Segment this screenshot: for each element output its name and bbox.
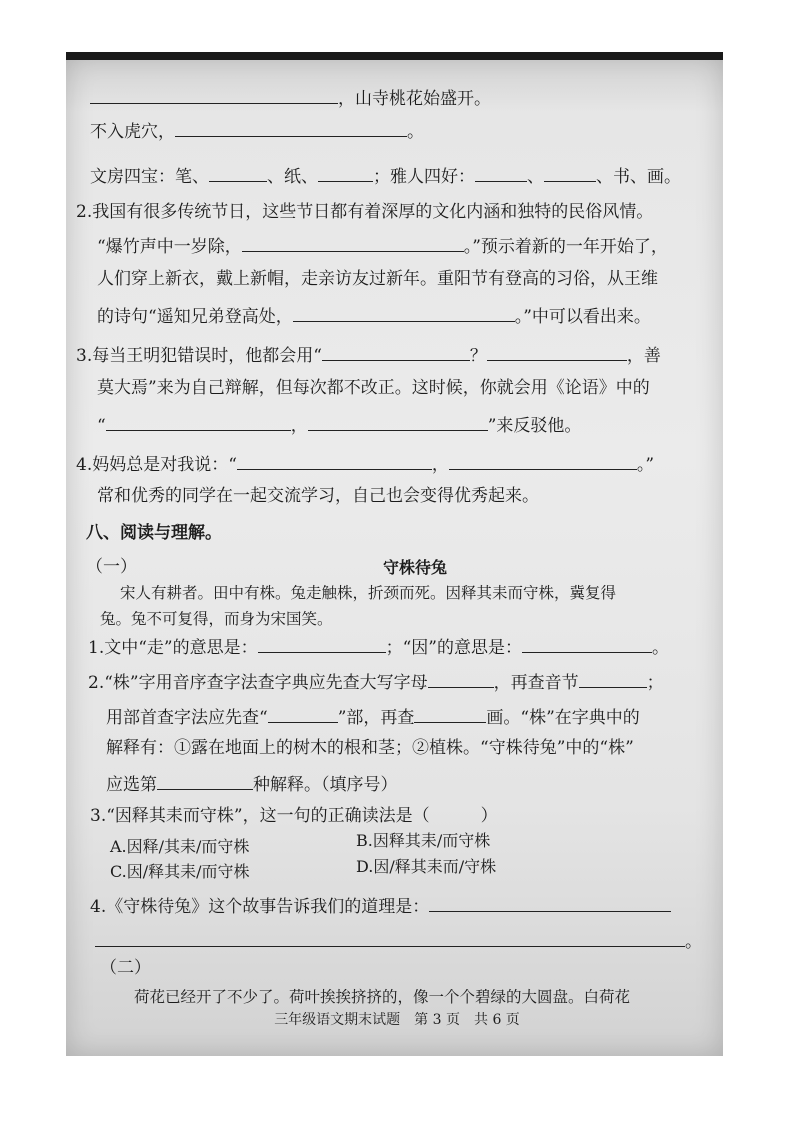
question-2-line-c: 人们穿上新衣，戴上新帽，走亲访友过新年。重阳节有登高的习俗，从王维	[97, 269, 658, 289]
sub-question-4-line-b: 。	[95, 928, 702, 953]
answer-blank[interactable]	[318, 163, 373, 182]
answer-blank[interactable]	[579, 669, 647, 688]
answer-blank[interactable]	[487, 342, 627, 361]
answer-blank[interactable]	[293, 303, 515, 322]
answer-blank[interactable]	[449, 451, 637, 470]
answer-blank[interactable]	[522, 634, 652, 653]
answer-blank[interactable]	[95, 928, 685, 947]
answer-blank[interactable]	[308, 412, 488, 431]
answer-blank[interactable]	[428, 669, 494, 688]
sub-question-2-line-c: 解释有：①露在地面上的树木的根和茎；②植株。“守株待兔”中的“株”	[106, 738, 634, 758]
question-3-line-b: 莫大焉”来为自己辩解，但每次都不改正。这时候，你就会用《论语》中的	[97, 378, 650, 398]
question-2-intro: 2.我国有很多传统节日，这些节日都有着深厚的文化内涵和独特的民俗风情。	[76, 202, 654, 222]
question-2-line-d: 的诗句“遥知兄弟登高处， 。”中可以看出来。	[97, 303, 651, 328]
answer-blank[interactable]	[237, 451, 432, 470]
answer-blank[interactable]	[106, 412, 291, 431]
passage-1-line-b: 兔。兔不可复得，而身为宋国笑。	[100, 610, 333, 628]
passage-2-line-a: 荷花已经开了不少了。荷叶挨挨挤挤的，像一个个碧绿的大圆盘。白荷花	[134, 988, 631, 1006]
answer-blank[interactable]	[429, 893, 671, 912]
question-2-line-b: “爆竹声中一岁除， 。”预示着新的一年开始了，	[97, 233, 668, 258]
sub-question-3: 3.“因释其耒而守株”，这一句的正确读法是（ ）	[90, 806, 498, 826]
answer-blank[interactable]	[322, 342, 470, 361]
question-4-line-a: 4.妈妈总是对我说：“ ， 。”	[76, 451, 654, 476]
idiom-line: 不入虎穴， 。	[90, 118, 424, 143]
sub-question-4: 4.《守株待兔》这个故事告诉我们的道理是：	[90, 893, 671, 918]
poem-line-1: ，山寺桃花始盛开。	[90, 85, 491, 110]
question-3-line-c: “ ， ”来反驳他。	[97, 412, 581, 437]
sub-question-1: 1.文中“走”的意思是： ；“因”的意思是： 。	[88, 634, 669, 659]
answer-blank[interactable]	[90, 85, 338, 104]
answer-blank[interactable]	[209, 163, 267, 182]
page-footer: 三年级语文期末试题 第 3 页 共 6 页	[274, 1012, 520, 1028]
option-d[interactable]: D.因/释其耒而/守株	[356, 857, 497, 876]
answer-blank[interactable]	[242, 233, 464, 252]
part-2-label: （二）	[100, 958, 151, 978]
answer-blank[interactable]	[175, 118, 407, 137]
section-heading: 八、阅读与理解。	[86, 523, 222, 543]
answer-blank[interactable]	[157, 771, 253, 790]
answer-blank[interactable]	[544, 163, 596, 182]
part-1-label: （一）	[86, 557, 137, 577]
four-treasures-line: 文房四宝：笔、 、纸、 ；雅人四好： 、 、书、画。	[90, 163, 681, 188]
sub-question-2-line-d: 应选第 种解释。（填序号）	[106, 771, 398, 796]
answer-blank[interactable]	[268, 704, 338, 723]
sub-question-2-line-b: 用部首查字法应先查“ ”部，再查 画。“株”在字典中的	[106, 704, 640, 729]
question-3-line-a: 3.每当王明犯错误时，他都会用“ ？ ，善	[76, 342, 661, 367]
answer-blank[interactable]	[414, 704, 486, 723]
passage-1-line-a: 宋人有耕者。田中有株。兔走触株，折颈而死。因释其耒而守株，冀复得	[120, 584, 617, 602]
answer-blank[interactable]	[475, 163, 527, 182]
passage-title: 守株待兔	[383, 558, 448, 577]
option-a[interactable]: A.因释/其耒/而守株	[110, 837, 250, 856]
option-b[interactable]: B.因释其耒/而守株	[356, 831, 491, 850]
answer-blank[interactable]	[258, 634, 386, 653]
question-4-line-b: 常和优秀的同学在一起交流学习，自己也会变得优秀起来。	[97, 486, 539, 506]
sub-question-2-line-a: 2.“株”字用音序查字法查字典应先查大写字母 ，再查音节 ；	[88, 669, 664, 694]
option-c[interactable]: C.因/释其耒/而守株	[110, 862, 250, 881]
scan-top-edge	[66, 52, 723, 60]
